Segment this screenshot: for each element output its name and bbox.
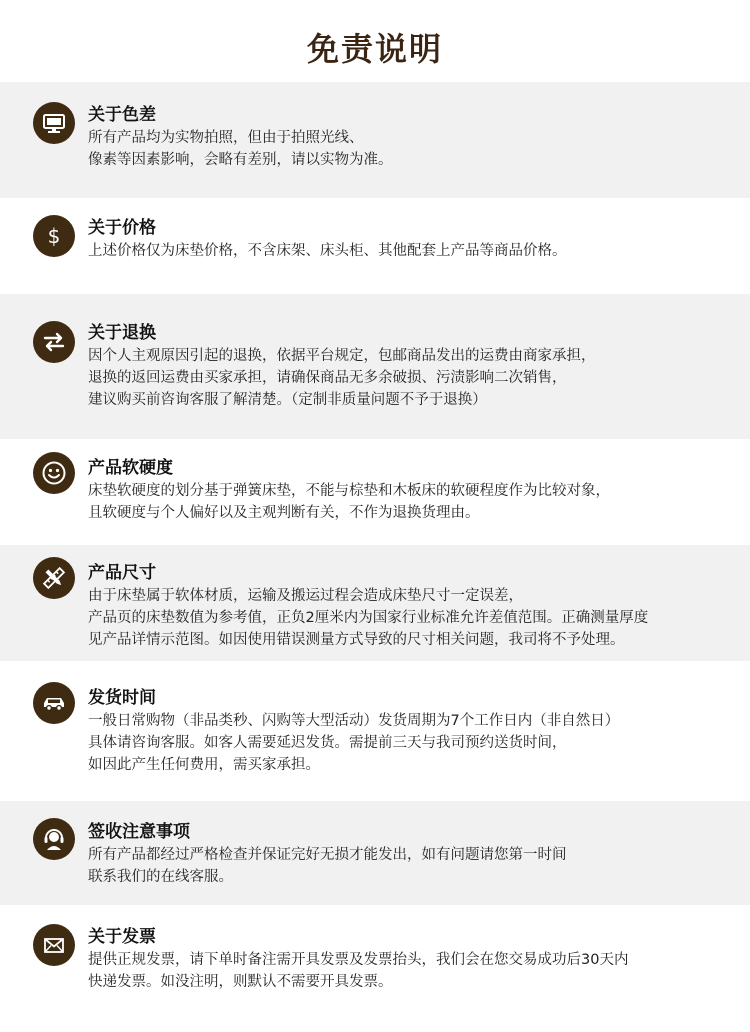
section-line: 由于床垫属于软体材质，运输及搬运过程会造成床垫尺寸一定误差，: [88, 588, 523, 604]
section-size: [0, 545, 750, 661]
section-heading: 发货时间: [88, 688, 156, 708]
section-line: 见产品详情示范图。如因使用错误测量方式导致的尺寸相关问题，我司将不予处理。: [88, 632, 625, 648]
section-line: 床垫软硬度的划分基于弹簧床垫，不能与棕垫和木板床的软硬程度作为比较对象，: [88, 483, 610, 499]
section-line: 一般日常购物（非品类秒、闪购等大型活动）发货周期为7个工作日内（非自然日）: [88, 713, 620, 729]
section-line: 具体请咨询客服。如客人需要延迟发货。需提前三天与我司预约送货时间，: [88, 735, 567, 751]
section-heading: 产品尺寸: [88, 563, 156, 583]
section-line: 上述价格仅为床垫价格，不含床架、床头柜、其他配套上产品等商品价格。: [88, 243, 567, 259]
section-heading: 关于色差: [88, 105, 156, 125]
page-title: 免责说明: [306, 30, 443, 68]
headset-icon: [33, 818, 75, 860]
smiley-icon: [33, 452, 75, 494]
section-line: 产品页的床垫数值为参考值，正负2厘米内为国家行业标准允许差值范围。正确测量厚度: [88, 610, 649, 626]
envelope-icon: [33, 924, 75, 966]
monitor-icon: [33, 102, 75, 144]
car-icon: [33, 682, 75, 724]
section-softness: [0, 439, 750, 545]
section-invoice: [0, 905, 750, 1032]
section-line: 所有产品均为实物拍照，但由于拍照光线、: [88, 130, 364, 146]
section-heading: 关于发票: [88, 927, 156, 947]
dollar-icon: [33, 215, 75, 257]
section-line: 建议购买前咨询客服了解清楚。（定制非质量问题不予于退换）: [88, 392, 487, 408]
section-line: 且软硬度与个人偏好以及主观判断有关，不作为退换货理由。: [88, 505, 480, 521]
section-line: 快递发票。如没注明，则默认不需要开具发票。: [88, 974, 393, 990]
svg-text:$: $: [47, 224, 61, 248]
section-line: 联系我们的在线客服。: [88, 869, 233, 885]
section-color-difference: [0, 82, 750, 198]
exchange-arrows-icon: [33, 321, 75, 363]
section-price: [0, 198, 750, 294]
section-line: 因个人主观原因引起的退换，依据平台规定，包邮商品发出的运费由商家承担，: [88, 348, 596, 364]
section-heading: 关于退换: [88, 323, 156, 343]
section-heading: 关于价格: [88, 218, 156, 238]
section-heading: 产品软硬度: [88, 458, 173, 478]
section-line: 如因此产生任何费用，需买家承担。: [88, 757, 320, 773]
section-shipping: [0, 661, 750, 801]
section-heading: 签收注意事项: [88, 822, 190, 842]
section-line: 退换的返回运费由买家承担，请确保商品无多余破损、污渍影响二次销售，: [88, 370, 567, 386]
section-returns: [0, 294, 750, 439]
section-line: 提供正规发票，请下单时备注需开具发票及发票抬头，我们会在您交易成功后30天内: [88, 952, 629, 968]
section-line: 所有产品都经过严格检查并保证完好无损才能发出，如有问题请您第一时间: [88, 847, 567, 863]
section-receipt-notes: [0, 801, 750, 905]
ruler-pencil-icon: [33, 557, 75, 599]
section-line: 像素等因素影响，会略有差别，请以实物为准。: [88, 152, 393, 168]
